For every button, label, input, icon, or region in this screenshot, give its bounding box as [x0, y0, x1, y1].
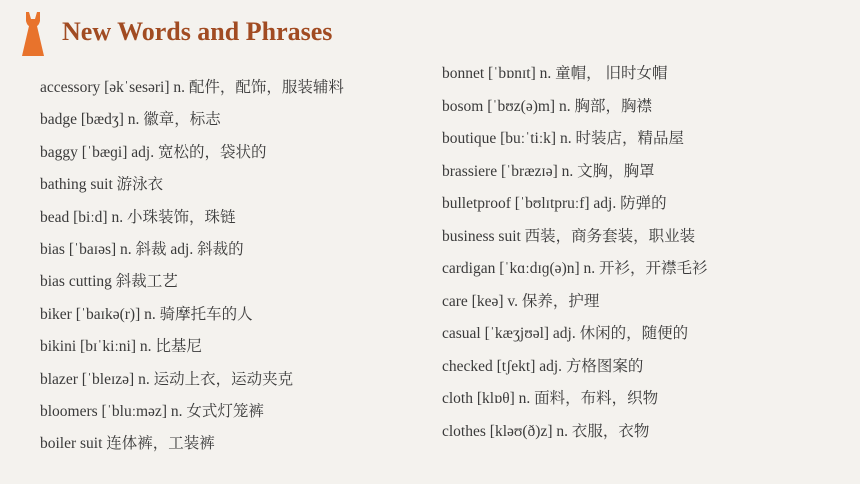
- vocabulary-entry: bosom [ˈbʊz(ə)m] n. 胸部，胸襟: [442, 97, 652, 115]
- vocabulary-entry: care [keə] v. 保养，护理: [442, 292, 600, 310]
- vocabulary-entry: clothes [kləʊ(ð)z] n. 衣服，衣物: [442, 422, 650, 440]
- vocabulary-entry: blazer [ˈbleɪzə] n. 运动上衣，运动夹克: [40, 370, 294, 388]
- vocabulary-entry: bloomers [ˈbluːməz] n. 女式灯笼裤: [40, 402, 264, 420]
- dress-icon: [18, 12, 48, 56]
- vocabulary-entry: checked [tʃekt] adj. 方格图案的: [442, 357, 644, 375]
- vocabulary-entry: bias cutting 斜裁工艺: [40, 273, 178, 291]
- vocabulary-entry: biker [ˈbaɪkə(r)] n. 骑摩托车的人: [40, 305, 253, 323]
- vocabulary-entry: casual [ˈkæʒjʊəl] adj. 休闲的，随便的: [442, 325, 689, 342]
- vocabulary-entry: bulletproof [ˈbʊlɪtpruːf] adj. 防弹的: [442, 195, 667, 212]
- vocabulary-entry: bonnet [ˈbɒnɪt] n. 童帽， 旧时女帽: [442, 65, 668, 82]
- vocabulary-list-left: [40, 72, 344, 461]
- vocabulary-entry: badge [bædʒ] n. 徽章，标志: [40, 111, 221, 129]
- vocabulary-entry: business suit 西装，商务套装，职业装: [442, 227, 696, 245]
- vocabulary-entry: boiler suit 连体裤，工装裤: [40, 435, 215, 453]
- vocabulary-entry: accessory [əkˈsesəri] n. 配件，配饰，服装辅料: [40, 79, 344, 96]
- page-title: New Words and Phrases: [62, 17, 333, 46]
- vocabulary-entry: bikini [bɪˈkiːni] n. 比基尼: [40, 338, 202, 356]
- vocabulary-entry: cloth [klɒθ] n. 面料，布料，织物: [442, 390, 659, 407]
- vocabulary-entry: boutique [buːˈtiːk] n. 时装店，精品屋: [442, 130, 684, 147]
- vocabulary-entry: bias [ˈbaɪəs] n. 斜裁 adj. 斜裁的: [40, 240, 244, 258]
- vocabulary-entry: brassiere [ˈbræzɪə] n. 文胸，胸罩: [442, 162, 655, 180]
- vocabulary-list-right: [442, 58, 708, 448]
- vocabulary-entry: cardigan [ˈkɑːdɪɡ(ə)n] n. 开衫，开襟毛衫: [442, 260, 708, 277]
- vocabulary-entry: bathing suit 游泳衣: [40, 176, 164, 194]
- vocabulary-entry: baggy [ˈbæɡi] adj. 宽松的，袋状的: [40, 143, 267, 161]
- vocabulary-entry: bead [biːd] n. 小珠装饰，珠链: [40, 208, 236, 226]
